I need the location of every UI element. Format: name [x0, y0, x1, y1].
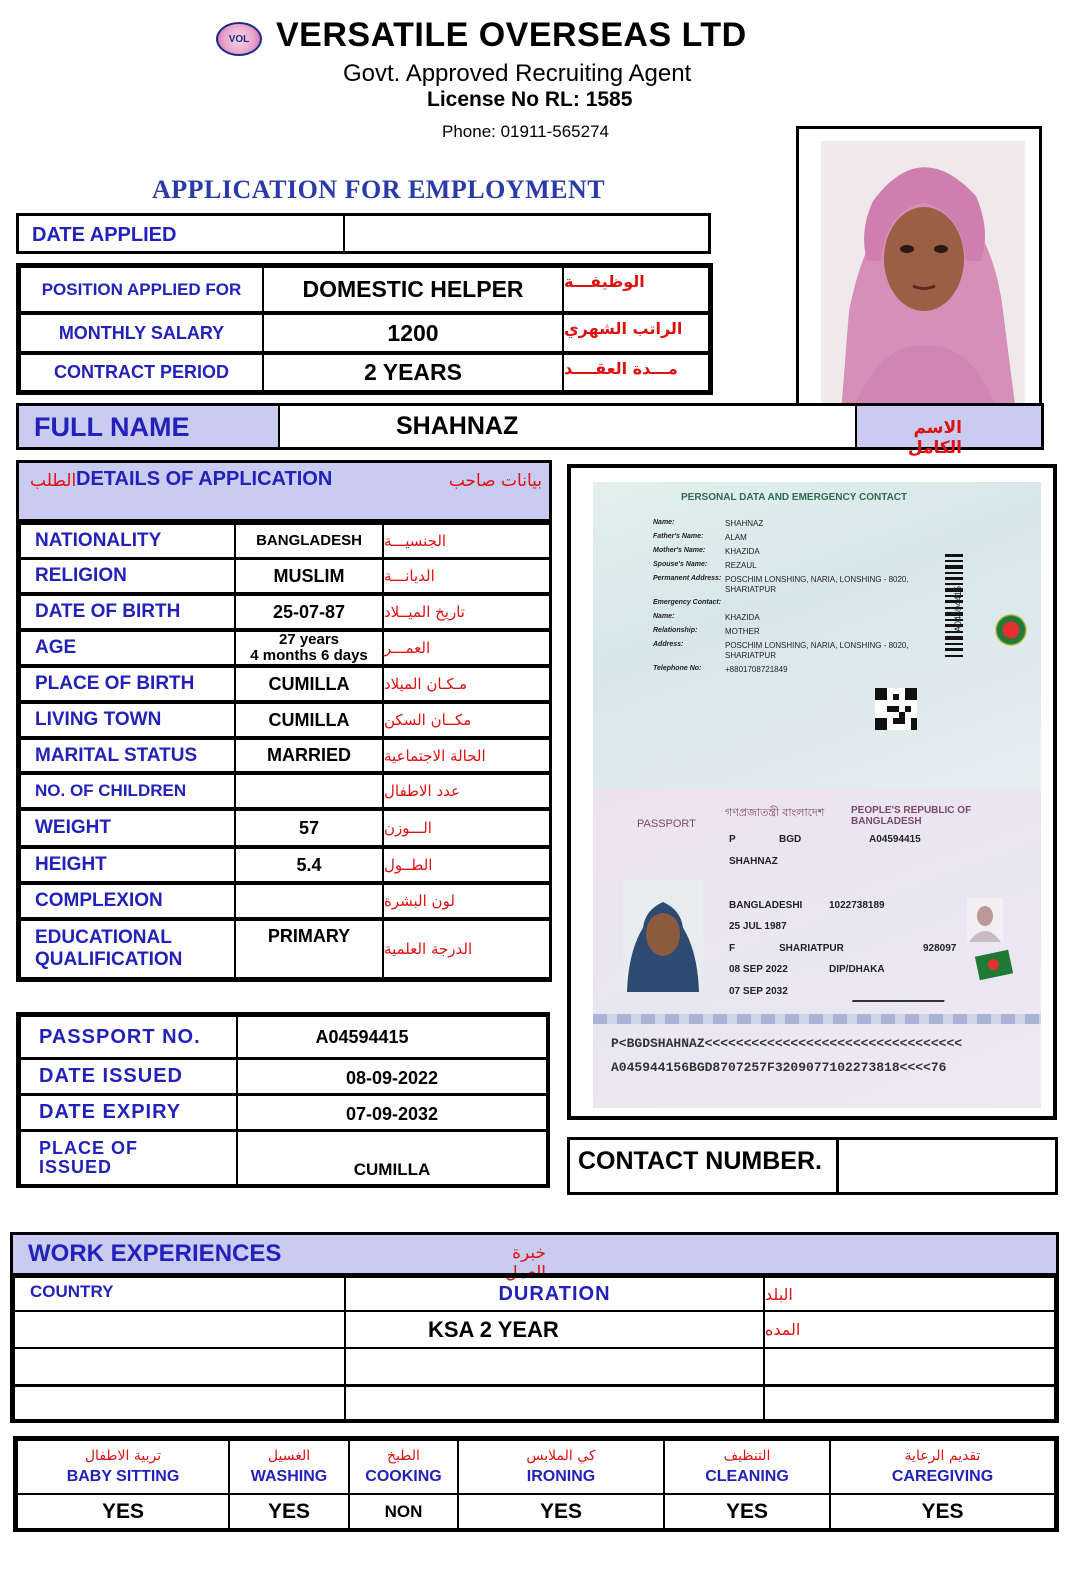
passport-type: P	[729, 834, 736, 845]
position-row-label: MONTHLY SALARY	[19, 313, 264, 353]
passport-field-value: POSCHIM LONSHING, NARIA, LONSHING - 8020,	[725, 575, 909, 584]
passport-row-label-text2: ISSUED	[39, 1157, 113, 1177]
position-row-label: CONTRACT PERIOD	[19, 353, 264, 392]
work-row-country[interactable]	[13, 1347, 346, 1386]
details-row-label-text: LIVING TOWN	[35, 709, 162, 730]
passport-field-key: Spouse's Name:	[653, 561, 708, 568]
details-row-arabic: عدد الاطفال	[382, 773, 551, 809]
details-row-value[interactable]	[234, 809, 384, 847]
passport-code: BGD	[779, 834, 802, 845]
skill-arabic: الطبخ	[387, 1447, 420, 1464]
skill-arabic: الغسيل	[267, 1447, 311, 1464]
details-row-value-text: MUSLIM	[273, 565, 345, 586]
passport-row-label-text: PASSPORT NO.	[39, 1025, 201, 1048]
work-col-country: COUNTRY	[13, 1276, 346, 1312]
skill-label: CLEANING	[705, 1467, 789, 1485]
skill-header	[348, 1439, 459, 1495]
passport-field-value: +8801708721849	[725, 665, 788, 674]
full-name-value-cell	[278, 406, 857, 447]
details-row-label-text: MARITAL STATUS	[35, 744, 198, 766]
applicant-photo-frame	[796, 126, 1042, 422]
passport-row-value[interactable]: A04594415	[236, 1015, 548, 1059]
details-row-arabic: تاريخ الميــلاد	[382, 594, 551, 630]
work-row-country[interactable]	[13, 1310, 346, 1349]
skill-label: COOKING	[365, 1467, 442, 1485]
passport-row-label	[19, 1015, 238, 1059]
details-row-label	[19, 738, 236, 773]
passport-qr-code	[875, 688, 917, 730]
passport-surname: SHAHNAZ	[729, 856, 778, 867]
details-row-label	[19, 630, 236, 666]
details-header-arabic-left: الطلب	[30, 471, 77, 491]
work-row-arabic	[763, 1385, 1056, 1421]
details-header-arabic-right: بيانات صاحب	[448, 471, 542, 491]
skill-header	[228, 1439, 350, 1495]
passport-field-key: Name:	[653, 613, 675, 620]
contact-number-label: CONTACT NUMBER.	[578, 1147, 822, 1175]
work-row-country[interactable]	[13, 1385, 346, 1421]
skill-value[interactable]: YES	[663, 1493, 831, 1530]
details-row-label	[19, 883, 236, 919]
passport-field-key: Address:	[653, 641, 684, 648]
work-title: WORK EXPERIENCES	[28, 1240, 282, 1267]
applicant-photo	[821, 141, 1025, 413]
passport-field-value: POSCHIM LONSHING, NARIA, LONSHING - 8020,	[725, 641, 909, 650]
details-row-arabic: الـــوزن	[382, 809, 551, 847]
details-row-label	[19, 773, 236, 809]
details-row-label-text: HEIGHT	[35, 854, 107, 875]
details-row-value[interactable]	[234, 630, 384, 666]
details-row-value-text2: 4 months 6 days	[250, 647, 368, 664]
details-row-label	[19, 558, 236, 594]
passport-mrz-line2: A045944156BGD8707257F3209077102273818<<<<76	[611, 1060, 947, 1075]
passport-field-key: Mother's Name:	[653, 547, 706, 554]
skill-arabic: تقديم الرعاية	[904, 1447, 981, 1464]
details-row-arabic: الجنسيـــة	[382, 523, 551, 559]
passport-field-key: Permanent Address:	[653, 575, 722, 582]
details-row-arabic: مكــان السكن	[382, 702, 551, 738]
details-row-label-text: PLACE OF BIRTH	[35, 673, 195, 694]
details-row-arabic: العمـــر	[382, 630, 551, 666]
position-row-value[interactable]: 1200	[262, 313, 564, 353]
passport-nationality: BANGLADESHI	[729, 900, 803, 911]
passport-field-value: SHAHNAZ	[725, 519, 764, 528]
skill-value[interactable]: YES	[228, 1493, 350, 1530]
full-name-arabic: الاسم الكامل	[907, 418, 962, 458]
skill-value[interactable]: NON	[348, 1493, 459, 1530]
details-row-arabic: الحالة الاجتماعية	[382, 738, 551, 773]
passport-field-key: Name:	[653, 519, 675, 526]
passport-photo-page	[593, 788, 1041, 1108]
details-row-value[interactable]	[234, 702, 384, 738]
details-row-arabic: لون البشرة	[382, 883, 551, 919]
bangladesh-flag-icon	[975, 950, 1013, 981]
details-row-label	[19, 594, 236, 630]
passport-row-label	[19, 1130, 238, 1186]
passport-field-key: Relationship:	[653, 627, 698, 634]
details-row-label	[19, 847, 236, 883]
full-name-label: FULL NAME	[34, 412, 190, 442]
details-row-value[interactable]	[234, 919, 384, 979]
details-row-value-text: MARRIED	[267, 745, 351, 766]
license-number: License No RL: 1585	[427, 88, 633, 111]
passport-prev-no: 928097	[923, 943, 957, 954]
work-row-duration[interactable]	[344, 1385, 765, 1421]
skill-arabic: التنظيف	[723, 1447, 771, 1464]
details-row-value[interactable]	[234, 666, 384, 702]
details-row-value[interactable]	[234, 738, 384, 773]
details-row-label	[19, 666, 236, 702]
passport-image	[567, 464, 1057, 1120]
passport-country-en: PEOPLE'S REPUBLIC OF BANGLADESH	[851, 805, 972, 827]
details-row-label-text: EDUCATIONAL	[35, 927, 172, 948]
details-row-label	[19, 523, 236, 559]
position-row-arabic: الراتب الشهري	[562, 313, 710, 353]
details-row-label-text2: QUALIFICATION	[35, 949, 183, 970]
work-col-duration: DURATION	[344, 1276, 765, 1312]
passport-row-value[interactable]: CUMILLA	[236, 1130, 548, 1186]
passport-row-label-text: DATE ISSUED	[39, 1065, 183, 1087]
details-row-value[interactable]	[234, 558, 384, 594]
passport-row-label	[19, 1094, 238, 1131]
skill-arabic: كي الملابس	[526, 1447, 596, 1464]
passport-row-value[interactable]: 07-09-2032	[236, 1094, 548, 1131]
details-header-label: DETAILS OF APPLICATION	[76, 468, 333, 490]
passport-word: PASSPORT	[637, 818, 696, 830]
company-logo: VOL	[216, 22, 262, 56]
passport-field-value: KHAZIDA	[725, 613, 760, 622]
passport-dob: 25 JUL 1987	[729, 921, 787, 932]
passport-sex: F	[729, 943, 736, 954]
passport-country-bn: গণপ্রজাতন্ত্রী বাংলাদেশ	[725, 807, 825, 819]
details-row-label-text: AGE	[35, 637, 77, 658]
details-row-label-text: DATE OF BIRTH	[35, 601, 181, 622]
details-row-label	[19, 702, 236, 738]
passport-field-value: SHARIATPUR	[725, 585, 776, 594]
details-row-value-text: 25-07-87	[272, 601, 346, 622]
passport-issue-date: 08 SEP 2022	[729, 964, 788, 975]
skill-label: WASHING	[250, 1467, 328, 1485]
details-row-arabic: الطــول	[382, 847, 551, 883]
position-row-arabic: الوظيفـــة	[562, 266, 710, 313]
passport-mrz-line1: P<BGDSHAHNAZ<<<<<<<<<<<<<<<<<<<<<<<<<<<<<<<<<	[611, 1036, 963, 1051]
date-applied-divider	[343, 216, 345, 251]
skill-arabic: تربية الاطفال	[84, 1447, 162, 1464]
passport-field-value: SHARIATPUR	[725, 651, 776, 660]
passport-data-title: PERSONAL DATA AND EMERGENCY CONTACT	[681, 492, 908, 503]
document-title: APPLICATION FOR EMPLOYMENT	[152, 175, 606, 204]
work-col-arabic-country: البلد	[763, 1276, 1056, 1312]
passport-field-key: Telephone No:	[653, 665, 702, 672]
date-applied-label: DATE APPLIED	[32, 224, 177, 246]
company-phone: Phone: 01911-565274	[442, 122, 610, 141]
passport-expiry-date: 07 SEP 2032	[729, 986, 788, 997]
details-row-value-text: 57	[298, 817, 320, 838]
details-row-label	[19, 809, 236, 847]
details-row-value-text: 5.4	[296, 854, 322, 875]
position-row-value[interactable]: 2 YEARS	[262, 353, 564, 392]
passport-row-label-text: DATE EXPIRY	[39, 1101, 182, 1123]
skill-label: CAREGIVING	[891, 1467, 994, 1485]
details-row-value[interactable]	[234, 773, 384, 809]
skill-header	[457, 1439, 665, 1495]
passport-field-value: REZAUL	[725, 561, 757, 570]
work-row-duration[interactable]: KSA 2 YEAR	[344, 1310, 765, 1349]
company-tagline: Govt. Approved Recruiting Agent	[343, 60, 692, 87]
bangladesh-emblem	[995, 614, 1027, 646]
skill-label: IRONING	[526, 1467, 596, 1485]
passport-field-key: Emergency Contact:	[653, 599, 722, 606]
skill-value[interactable]: YES	[457, 1493, 665, 1530]
position-row-value[interactable]: DOMESTIC HELPER	[262, 266, 564, 313]
passport-field-value: ALAM	[725, 533, 747, 542]
details-row-arabic: الديانـــة	[382, 558, 551, 594]
skill-header	[829, 1439, 1056, 1495]
details-row-label-text: NO. OF CHILDREN	[35, 781, 187, 800]
full-name-value[interactable]: SHAHNAZ	[396, 412, 519, 440]
passport-authority: DIP/DHAKA	[829, 964, 885, 975]
position-row-label: POSITION APPLIED FOR	[19, 266, 264, 313]
passport-field-key: Father's Name:	[653, 533, 704, 540]
details-row-arabic: مـكـان الميلاد	[382, 666, 551, 702]
details-row-arabic: الدرجة العلمية	[382, 919, 551, 979]
passport-number-image: A04594415	[869, 834, 921, 845]
passport-row-value[interactable]: 08-09-2022	[236, 1058, 548, 1095]
passport-security-strip	[593, 1014, 1041, 1024]
passport-field-value: KHAZIDA	[725, 547, 760, 556]
details-row-label-text: RELIGION	[35, 565, 127, 586]
details-row-value[interactable]	[234, 847, 384, 883]
work-row-duration[interactable]	[344, 1347, 765, 1386]
passport-field-value: MOTHER	[725, 627, 760, 636]
passport-row-label-text: PLACE OF	[39, 1138, 139, 1159]
company-name: VERSATILE OVERSEAS LTD	[276, 16, 747, 54]
passport-data-page	[593, 482, 1041, 788]
details-row-label-text: WEIGHT	[35, 817, 111, 838]
passport-barcode-number: A04594415	[953, 585, 963, 632]
passport-row-label	[19, 1058, 238, 1095]
skill-value[interactable]: YES	[16, 1493, 230, 1530]
details-row-value-text: BANGLADESH	[256, 532, 362, 550]
work-row-arabic: المده	[763, 1310, 1056, 1349]
details-row-value-text: CUMILLA	[268, 709, 350, 730]
details-row-value[interactable]	[234, 594, 384, 630]
skill-value[interactable]: YES	[829, 1493, 1056, 1530]
details-row-value[interactable]	[234, 523, 384, 559]
details-row-label-text: NATIONALITY	[35, 530, 162, 551]
passport-holder-photo	[623, 880, 703, 992]
details-row-value-text: CUMILLA	[268, 673, 350, 694]
position-row-arabic: مـــدة العقــــد	[562, 353, 710, 392]
details-row-label-text: COMPLEXION	[35, 890, 163, 911]
passport-signature	[852, 980, 950, 1002]
work-row-arabic	[763, 1347, 1056, 1386]
passport-personal-no: 1022738189	[829, 900, 885, 911]
passport-ghost-photo	[967, 898, 1003, 942]
skill-header	[663, 1439, 831, 1495]
details-row-value-text: 27 years	[278, 631, 340, 649]
skill-label: BABY SITTING	[66, 1467, 180, 1485]
contact-number-divider	[836, 1140, 839, 1192]
work-title-arabic: خبرة العمل	[505, 1243, 546, 1283]
details-row-value[interactable]	[234, 883, 384, 919]
details-row-label	[19, 919, 236, 979]
skill-header	[16, 1439, 230, 1495]
details-row-value-text: PRIMARY	[267, 926, 351, 946]
passport-place-of-birth: SHARIATPUR	[779, 943, 844, 954]
